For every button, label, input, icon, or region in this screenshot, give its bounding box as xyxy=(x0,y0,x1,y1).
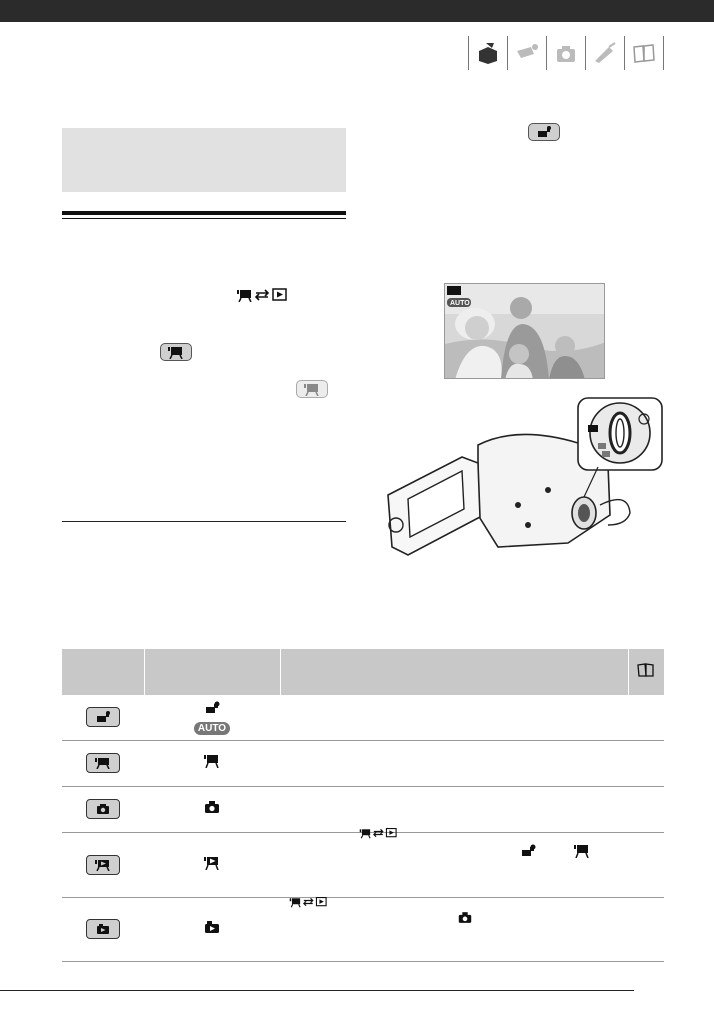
page-ref-cell xyxy=(628,695,664,741)
camera-play-toggle-icon xyxy=(289,895,335,913)
photo-playback-icon xyxy=(86,919,120,939)
dual-shot-button xyxy=(528,123,560,141)
camera-play-toggle-icon xyxy=(359,826,405,844)
page-ref-cell xyxy=(628,833,664,898)
description-cell xyxy=(280,787,628,833)
camcorder-icon xyxy=(507,36,546,70)
dual-shot-icon xyxy=(86,707,120,727)
table-row xyxy=(62,741,664,787)
movie-playback-icon xyxy=(203,857,221,874)
connection-icon xyxy=(585,36,624,70)
movie-mode-button xyxy=(160,343,192,361)
page-ref-cell xyxy=(628,741,664,787)
table-row xyxy=(62,695,664,741)
movie-mode-button-dimmed xyxy=(296,380,328,398)
description-cell xyxy=(280,833,628,898)
section-divider-thin xyxy=(62,218,346,219)
camcorder-illustration xyxy=(378,395,668,560)
family-photo xyxy=(444,283,605,379)
photo-playback-icon xyxy=(203,921,221,938)
table-header-cell xyxy=(280,649,628,695)
movie-playback-icon xyxy=(86,855,120,875)
description-cell xyxy=(280,898,628,962)
table-header xyxy=(62,649,664,695)
page-ref-cell xyxy=(628,898,664,962)
description-cell xyxy=(280,695,628,741)
setup-box-icon xyxy=(468,36,507,70)
photo-camera-icon xyxy=(203,801,221,818)
movie-camera-icon xyxy=(573,844,591,863)
header-bar xyxy=(0,0,714,22)
photo-camera-icon xyxy=(86,799,120,819)
photo-camera-icon xyxy=(457,911,473,929)
info-box xyxy=(62,128,346,192)
camera-play-toggle-icon xyxy=(236,288,298,302)
section-divider xyxy=(62,211,346,215)
auto-badge: AUTO xyxy=(194,722,230,735)
table-header-cell xyxy=(62,649,144,695)
modes-table xyxy=(62,649,664,962)
left-column-divider xyxy=(62,521,346,522)
table-header-cell xyxy=(628,649,664,695)
dual-shot-icon xyxy=(203,701,221,720)
photo-auto-label: AUTO xyxy=(450,300,470,307)
movie-camera-icon xyxy=(203,755,221,772)
dual-shot-icon xyxy=(519,844,537,863)
table-header-cell xyxy=(144,649,280,695)
table-row xyxy=(62,898,664,962)
camera-icon xyxy=(546,36,585,70)
page-footer-rule xyxy=(0,990,634,991)
page-ref-cell xyxy=(628,787,664,833)
description-cell xyxy=(280,741,628,787)
book-icon xyxy=(637,663,655,677)
movie-camera-icon xyxy=(86,753,120,773)
book-icon xyxy=(624,36,664,70)
chapter-icon-bar xyxy=(468,36,664,70)
table-row xyxy=(62,833,664,898)
